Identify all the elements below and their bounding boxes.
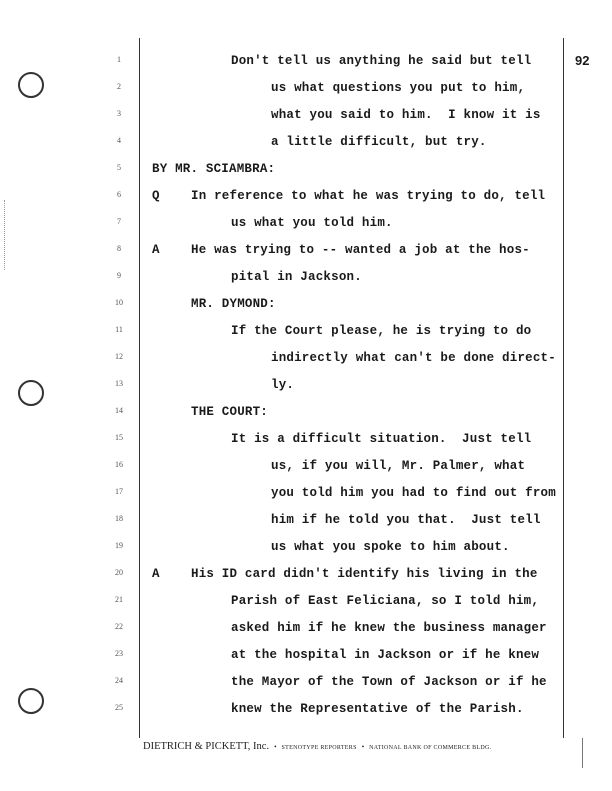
transcript-line: If the Court please, he is trying to do xyxy=(231,324,532,338)
transcript-line: It is a difficult situation. Just tell xyxy=(231,432,532,446)
firm-name: DIETRICH & PICKETT, Inc. xyxy=(143,741,270,752)
question-marker: Q xyxy=(152,189,160,203)
left-margin-rule xyxy=(139,38,140,738)
line-number: 8 xyxy=(117,244,121,253)
line-number: 4 xyxy=(117,136,121,145)
transcript-line: what you said to him. I know it is xyxy=(271,108,541,122)
line-number: 17 xyxy=(115,487,123,496)
footer-service: STENOTYPE REPORTERS xyxy=(281,745,357,751)
line-number: 5 xyxy=(117,163,121,172)
transcript-line: indirectly what can't be done direct- xyxy=(271,351,556,365)
reporter-footer xyxy=(143,741,563,752)
transcript-line: asked him if he knew the business manager xyxy=(231,621,547,635)
punch-hole-top xyxy=(18,72,44,98)
punch-hole-middle xyxy=(18,380,44,406)
answer-marker: A xyxy=(152,243,160,257)
transcript-line: him if he told you that. Just tell xyxy=(271,513,541,527)
transcript-line: us, if you will, Mr. Palmer, what xyxy=(271,459,526,473)
transcript-line: at the hospital in Jackson or if he knew xyxy=(231,648,540,662)
punch-hole-bottom xyxy=(18,688,44,714)
line-number: 10 xyxy=(115,298,123,307)
transcript-line: In reference to what he was trying to do, tell xyxy=(191,189,546,203)
footer-address: NATIONAL BANK OF COMMERCE BLDG. xyxy=(369,745,492,751)
speaker-heading: THE COURT: xyxy=(191,405,269,419)
line-number: 25 xyxy=(115,703,123,712)
line-number: 21 xyxy=(115,595,123,604)
margin-mark xyxy=(4,200,8,270)
transcript-line: Parish of East Feliciana, so I told him, xyxy=(231,594,540,608)
speaker-heading: MR. DYMOND: xyxy=(191,297,276,311)
line-number: 22 xyxy=(115,622,123,631)
transcript-line: the Mayor of the Town of Jackson or if he xyxy=(231,675,547,689)
line-number: 14 xyxy=(115,406,123,415)
line-number: 23 xyxy=(115,649,123,658)
transcript-line: us what you spoke to him about. xyxy=(271,540,510,554)
line-number: 3 xyxy=(117,109,121,118)
line-number: 18 xyxy=(115,514,123,523)
transcript-line: us what you told him. xyxy=(231,216,393,230)
transcript-line: you told him you had to find out from xyxy=(271,486,556,500)
line-number: 2 xyxy=(117,82,121,91)
transcript-line: us what questions you put to him, xyxy=(271,81,526,95)
transcript-line: knew the Representative of the Parish. xyxy=(231,702,524,716)
margin-tick xyxy=(582,738,583,768)
speaker-heading: BY MR. SCIAMBRA: xyxy=(152,162,276,176)
line-number: 12 xyxy=(115,352,123,361)
transcript-line: Don't tell us anything he said but tell xyxy=(231,54,532,68)
line-number: 16 xyxy=(115,460,123,469)
line-number: 19 xyxy=(115,541,123,550)
line-number: 6 xyxy=(117,190,121,199)
transcript-line: a little difficult, but try. xyxy=(271,135,487,149)
line-number: 11 xyxy=(115,325,123,334)
line-number: 24 xyxy=(115,676,123,685)
footer-separator: • xyxy=(361,743,365,751)
line-number: 7 xyxy=(117,217,121,226)
line-number: 13 xyxy=(115,379,123,388)
transcript-line: ly. xyxy=(271,378,295,392)
transcript-line: His ID card didn't identify his living in the xyxy=(191,567,538,581)
transcript-line: pital in Jackson. xyxy=(231,270,362,284)
line-number: 20 xyxy=(115,568,123,577)
footer-separator: • xyxy=(274,743,277,751)
line-number: 1 xyxy=(117,55,121,64)
right-margin-rule xyxy=(563,38,564,738)
answer-marker: A xyxy=(152,567,160,581)
line-number: 15 xyxy=(115,433,123,442)
page-number: 92 xyxy=(575,53,590,68)
transcript-line: He was trying to -- wanted a job at the hos- xyxy=(191,243,530,257)
line-number: 9 xyxy=(117,271,121,280)
